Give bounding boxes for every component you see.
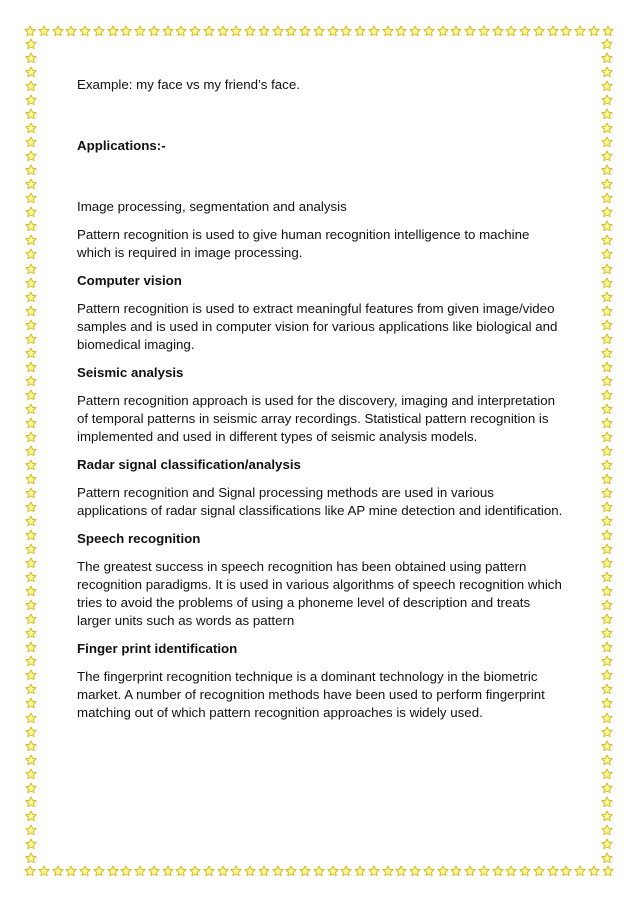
star-icon [601,683,613,695]
star-icon [354,25,366,37]
star-icon [601,333,613,345]
star-icon [601,136,613,148]
section-heading-seismic-analysis: Seismic analysis [77,365,184,380]
star-icon [601,459,613,471]
star-icon [189,865,201,877]
image-processing-text: Pattern recognition is used to give human recognition intelligence to machine which is required in image processing. [77,227,530,260]
star-icon [25,38,37,50]
star-icon [423,25,435,37]
example-line: Example: my face vs my friend’s face. [77,77,300,92]
star-icon [601,515,613,527]
section-heading-radar-signal: Radar signal classification/analysis [77,457,301,472]
star-icon [313,865,325,877]
star-icon [601,543,613,555]
star-icon [25,52,37,64]
star-icon [25,726,37,738]
star-icon [478,25,490,37]
star-icon [601,712,613,724]
star-icon [601,122,613,134]
star-icon [601,234,613,246]
star-icon [601,206,613,218]
section-heading-finger-print: Finger print identification [77,641,238,656]
star-icon [25,838,37,850]
star-icon [450,865,462,877]
star-icon [120,865,132,877]
star-icon [299,865,311,877]
star-icon [601,627,613,639]
star-icon [25,178,37,190]
star-icon [93,865,105,877]
star-icon [25,445,37,457]
star-icon [601,740,613,752]
star-icon [25,220,37,232]
section-text-speech-recognition: The greatest success in speech recognition has been obtained using pattern recognition paradigms. It is used in various algorithms of speech recognition which tries to avoid the problems of using a phoneme level of description and treats larger units such as words as pattern [77,559,562,628]
star-icon [601,375,613,387]
star-icon [25,403,37,415]
star-icon [162,865,174,877]
star-icon [601,164,613,176]
star-icon [230,865,242,877]
star-icon [601,501,613,513]
star-icon [162,25,174,37]
page-border-top [24,24,614,38]
star-icon [25,697,37,709]
section-heading-computer-vision: Computer vision [77,273,182,288]
star-icon [423,865,435,877]
star-icon [107,25,119,37]
star-icon [203,865,215,877]
star-icon [25,782,37,794]
star-icon [601,782,613,794]
star-icon [25,164,37,176]
star-icon [25,333,37,345]
star-icon [437,25,449,37]
star-icon [601,726,613,738]
star-icon [601,754,613,766]
star-icon [601,473,613,485]
star-icon [601,431,613,443]
star-icon [601,655,613,667]
star-icon [368,865,380,877]
star-icon [25,206,37,218]
star-icon [203,25,215,37]
star-icon [25,824,37,836]
star-icon [601,417,613,429]
star-icon [601,220,613,232]
section-text-seismic-analysis: Pattern recognition approach is used for the discovery, imaging and interpretation of temporal patterns in seismic array recordings. Statistical pattern recognition is implemented and used in different types of seismic analysis models. [77,393,555,444]
section-text-radar-signal: Pattern recognition and Signal processing methods are used in various applications of radar signal classifications like AP mine detection and identification. [77,485,563,518]
star-icon [285,25,297,37]
star-icon [25,599,37,611]
star-icon [601,697,613,709]
section-text-finger-print: The fingerprint recognition technique is a dominant technology in the biometric market. A number of recognition methods have been used to perform fingerprint matching out of which pattern recognition approaches is widely used. [77,669,545,720]
star-icon [25,66,37,78]
star-icon [25,641,37,653]
star-icon [533,25,545,37]
star-icon [134,25,146,37]
star-icon [79,25,91,37]
star-icon [134,865,146,877]
star-icon [588,25,600,37]
star-icon [601,403,613,415]
star-icon [25,389,37,401]
star-icon [107,865,119,877]
star-icon [395,25,407,37]
star-icon [25,263,37,275]
star-icon [25,94,37,106]
star-icon [25,192,37,204]
document-body [77,76,567,732]
page-border-bottom [24,864,614,878]
star-icon [25,108,37,120]
star-icon [25,627,37,639]
star-icon [52,25,64,37]
star-icon [65,25,77,37]
star-icon [560,25,572,37]
star-icon [601,599,613,611]
star-icon [175,865,187,877]
star-icon [601,347,613,359]
section-heading-speech-recognition: Speech recognition [77,531,201,546]
star-icon [409,25,421,37]
star-icon [601,248,613,260]
star-icon [25,234,37,246]
star-icon [519,25,531,37]
star-icon [148,865,160,877]
star-icon [574,865,586,877]
star-icon [25,122,37,134]
star-icon [601,824,613,836]
star-icon [258,25,270,37]
star-icon [601,305,613,317]
star-icon [65,865,77,877]
star-icon [327,865,339,877]
star-icon [25,852,37,864]
star-icon [601,810,613,822]
star-icon [437,865,449,877]
star-icon [601,263,613,275]
star-icon [505,865,517,877]
star-icon [272,25,284,37]
star-icon [478,865,490,877]
star-icon [25,669,37,681]
star-icon [25,810,37,822]
star-icon [601,571,613,583]
star-icon [601,80,613,92]
star-icon [25,655,37,667]
star-icon [602,865,614,877]
star-icon [25,375,37,387]
star-icon [601,361,613,373]
star-icon [601,108,613,120]
star-icon [25,796,37,808]
star-icon [148,25,160,37]
star-icon [25,319,37,331]
star-icon [175,25,187,37]
star-icon [601,38,613,50]
star-icon [25,80,37,92]
star-icon [602,25,614,37]
star-icon [340,25,352,37]
star-icon [285,865,297,877]
star-icon [601,768,613,780]
star-icon [340,865,352,877]
star-icon [25,585,37,597]
star-icon [492,25,504,37]
star-icon [601,796,613,808]
star-icon [492,865,504,877]
star-icon [25,347,37,359]
star-icon [25,754,37,766]
star-icon [25,305,37,317]
star-icon [464,865,476,877]
star-icon [25,768,37,780]
star-icon [547,25,559,37]
star-icon [25,515,37,527]
star-icon [120,25,132,37]
star-icon [601,585,613,597]
star-icon [25,683,37,695]
star-icon [25,136,37,148]
star-icon [601,852,613,864]
star-icon [601,150,613,162]
star-icon [25,277,37,289]
star-icon [395,865,407,877]
star-icon [25,557,37,569]
star-icon [601,66,613,78]
star-icon [230,25,242,37]
star-icon [547,865,559,877]
star-icon [574,25,586,37]
star-icon [25,291,37,303]
star-icon [601,669,613,681]
star-icon [601,445,613,457]
star-icon [25,431,37,443]
star-icon [38,865,50,877]
star-icon [601,178,613,190]
star-icon [25,543,37,555]
star-icon [533,865,545,877]
star-icon [601,613,613,625]
star-icon [24,25,36,37]
star-icon [327,25,339,37]
star-icon [25,248,37,260]
applications-heading: Applications:- [77,138,166,153]
star-icon [217,865,229,877]
star-icon [272,865,284,877]
star-icon [217,25,229,37]
star-icon [601,529,613,541]
star-icon [382,865,394,877]
star-icon [79,865,91,877]
star-icon [409,865,421,877]
star-icon [601,94,613,106]
star-icon [299,25,311,37]
star-icon [601,192,613,204]
star-icon [25,473,37,485]
star-icon [25,712,37,724]
star-icon [93,25,105,37]
star-icon [52,865,64,877]
star-icon [24,865,36,877]
star-icon [601,557,613,569]
star-icon [25,501,37,513]
star-icon [601,52,613,64]
star-icon [25,361,37,373]
star-icon [25,529,37,541]
star-icon [25,417,37,429]
star-icon [25,150,37,162]
image-processing-line: Image processing, segmentation and analysis [77,199,347,214]
star-icon [464,25,476,37]
star-icon [25,740,37,752]
star-icon [601,838,613,850]
star-icon [368,25,380,37]
star-icon [25,571,37,583]
star-icon [601,641,613,653]
star-icon [38,25,50,37]
star-icon [601,291,613,303]
page-border-left [24,38,38,864]
star-icon [601,277,613,289]
star-icon [505,25,517,37]
star-icon [560,865,572,877]
star-icon [258,865,270,877]
star-icon [601,389,613,401]
page-border-right [600,38,614,864]
star-icon [519,865,531,877]
star-icon [244,25,256,37]
star-icon [588,865,600,877]
star-icon [382,25,394,37]
star-icon [354,865,366,877]
star-icon [25,487,37,499]
star-icon [313,25,325,37]
star-icon [601,487,613,499]
star-icon [601,319,613,331]
star-icon [450,25,462,37]
section-text-computer-vision: Pattern recognition is used to extract meaningful features from given image/video samples and is used in computer vision for various applications like biological and biomedical imaging. [77,301,558,352]
star-icon [244,865,256,877]
star-icon [25,459,37,471]
star-icon [25,613,37,625]
star-icon [189,25,201,37]
